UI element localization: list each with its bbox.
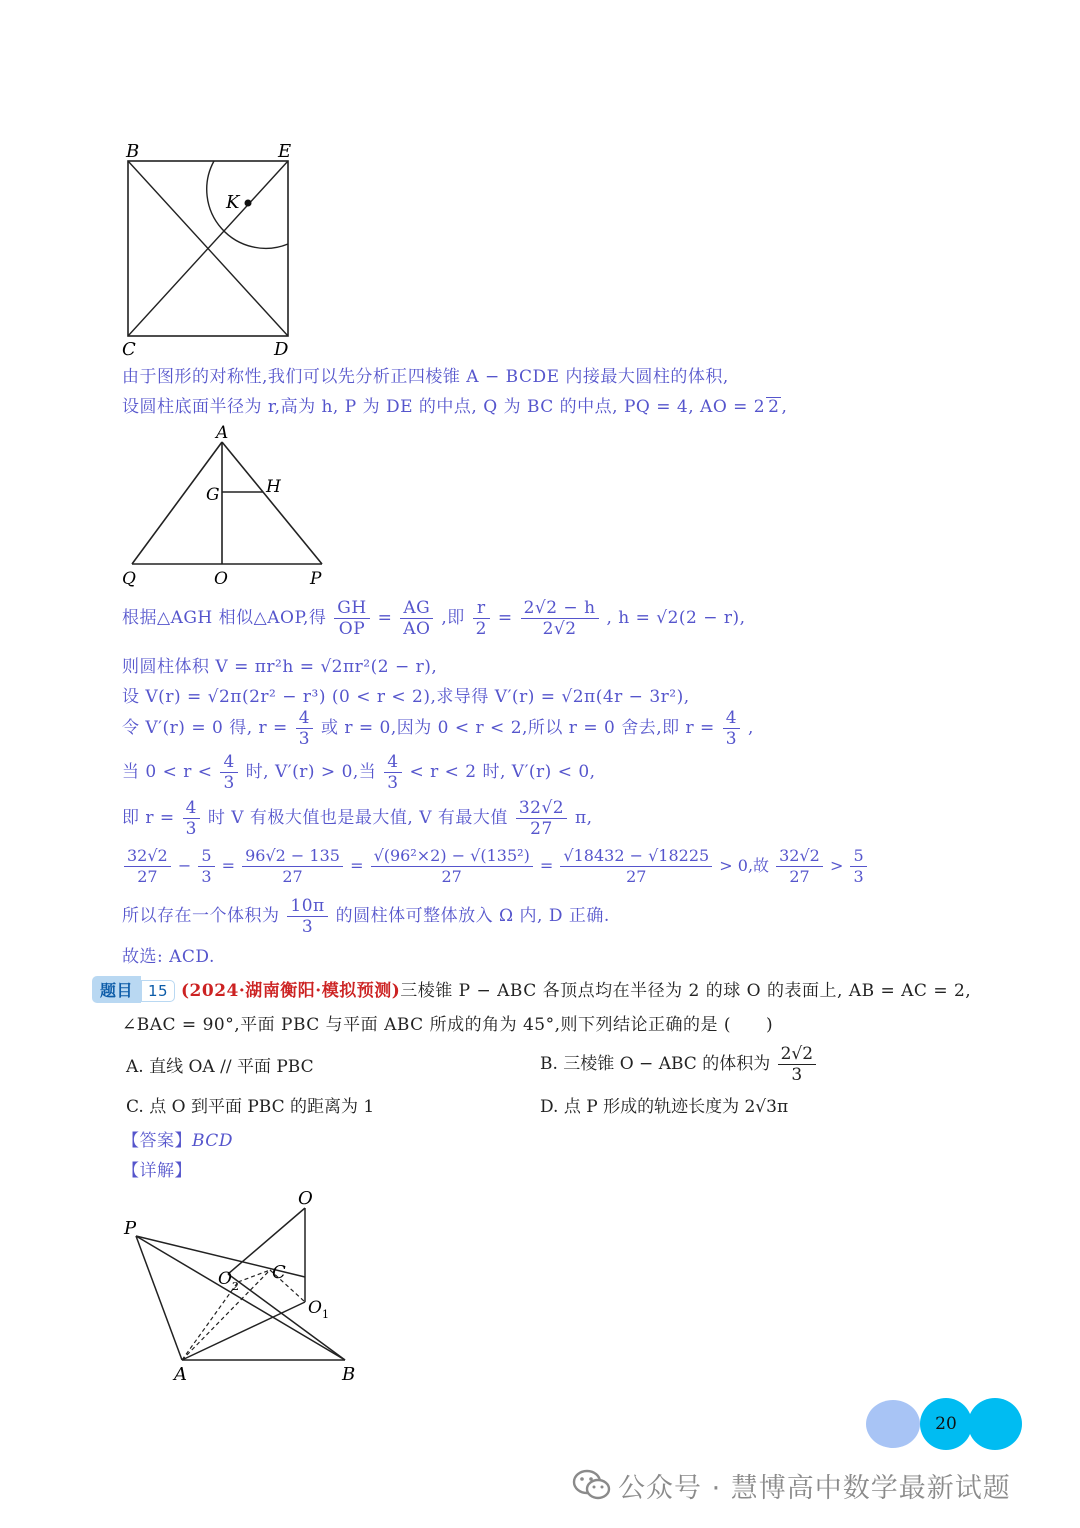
l9-minus: − [177, 856, 192, 875]
frac-l9-3 [242, 846, 343, 887]
frac-l9-4 [371, 846, 533, 887]
frac-num: 2√2 [778, 1044, 816, 1065]
question-source: (2024·湖南衡阳·模拟预测) [181, 981, 401, 1001]
label-B: B [126, 141, 140, 162]
label-O2: O [218, 1269, 232, 1289]
label-H: H [266, 477, 281, 497]
question-tag: 题目 [92, 976, 141, 1003]
frac-num: 32√2 [776, 846, 823, 867]
question-header [92, 976, 971, 1003]
solution-line-4: 则圆柱体积 V = πr²h = √2πr²(2 − r), [122, 657, 438, 677]
l7-text-a: 当 0 < r < [122, 762, 213, 782]
frac-num: 4 [220, 752, 237, 773]
l6-text-c: , [747, 718, 754, 738]
frac-num: 4 [384, 752, 401, 773]
l9-text-b: > 0,故 [719, 856, 770, 875]
l3-text-a: 根据△AGH 相似△AOP,得 [122, 608, 327, 628]
answer-label: 【答案】 [122, 1131, 192, 1151]
frac-l9-6 [776, 846, 823, 887]
frac-den: 27 [282, 867, 303, 886]
l9-gt: > [829, 856, 844, 875]
option-c[interactable]: C. 点 O 到平面 PBC 的距离为 1 [126, 1097, 375, 1117]
frac-l9-7 [850, 846, 866, 887]
l9-eq1: = [221, 856, 236, 875]
frac-num: 10π [287, 896, 327, 917]
l3-text-b: ,即 [441, 608, 465, 628]
frac-l9-2 [198, 846, 214, 887]
answer-line [122, 1126, 233, 1151]
frac-den: AO [403, 619, 431, 639]
frac-gh-op [334, 598, 369, 639]
l3-text-c: , h = √2(2 − r), [606, 608, 746, 628]
answer-value: BCD [192, 1131, 233, 1151]
frac-den: 3 [298, 729, 311, 749]
frac-2sqrt2-h [521, 598, 599, 639]
frac-num: 2√2 − h [521, 598, 599, 619]
frac-den: 27 [530, 819, 553, 839]
label-D: D [274, 339, 289, 360]
frac-ag-ao [400, 598, 433, 639]
label-C: C [122, 339, 136, 360]
frac-num: 32√2 [516, 798, 567, 819]
detail-label: 【详解】 [122, 1161, 192, 1181]
pyramid-figure [110, 1180, 380, 1390]
frac-num: 4 [723, 708, 740, 729]
frac-den: 3 [853, 867, 864, 886]
label-B3: B [342, 1364, 356, 1385]
l8-text-c: π, [575, 808, 593, 828]
frac-num: AG [400, 598, 433, 619]
label-A3: A [174, 1364, 187, 1385]
frac-num: √18432 − √18225 [560, 846, 712, 867]
option-b-text: B. 三棱锥 O − ABC 的体积为 [540, 1054, 771, 1074]
solution-line-3 [122, 598, 746, 639]
question-text-2: ∠BAC = 90°,平面 PBC 与平面 ABC 所成的角为 45°,则下列结论正确的是 ( ) [122, 1015, 774, 1035]
page-number-circle [920, 1398, 972, 1450]
l9-eq3: = [539, 856, 554, 875]
page-number: 20 [935, 1414, 957, 1434]
frac-den: 3 [185, 819, 197, 839]
label-A: A [216, 423, 229, 443]
watermark-text: 公众号 · 慧博高中数学最新试题 [618, 1473, 1011, 1504]
l7-text-b: 时, V′(r) > 0,当 [245, 762, 377, 782]
sqrt-2: 2 [768, 397, 780, 417]
label-O2-sub: 2 [232, 1280, 239, 1293]
l10-text-b: 的圆柱体可整体放入 Ω 内, D 正确. [335, 906, 610, 926]
label-O1-sub: 1 [322, 1308, 329, 1321]
label-O1: O [308, 1298, 322, 1318]
frac-den: OP [338, 619, 366, 639]
frac-den: 2√2 [542, 619, 577, 639]
option-b-frac [778, 1044, 816, 1085]
l7-text-c: < r < 2 时, V′(r) < 0, [409, 762, 596, 782]
frac-4-3-b [723, 708, 740, 749]
frac-num: √(96²×2) − √(135²) [371, 846, 533, 867]
frac-r-2 [473, 598, 490, 639]
solution-line-1: 由于图形的对称性,我们可以先分析正四棱锥 A − BCDE 内接最大圆柱的体积, [122, 367, 729, 387]
triangle-figure [110, 420, 340, 590]
solution-line-11: 故选: ACD. [122, 947, 215, 967]
label-Q: Q [122, 569, 136, 589]
question-number: 15 [141, 980, 175, 1002]
solution-line-5: 设 V(r) = √2π(2r² − r³) (0 < r < 2),求导得 V′(r) = √2π(4r − 3r²), [122, 687, 690, 707]
frac-4-3-e [183, 798, 200, 839]
solution-line-10 [122, 896, 610, 937]
frac-10pi-3 [287, 896, 327, 937]
page-circle-left [866, 1400, 920, 1448]
square-figure [110, 135, 310, 360]
l6-text-b: 或 r = 0,因为 0 < r < 2,所以 r = 0 舍去,即 r = [320, 718, 715, 738]
frac-num: 5 [198, 846, 214, 867]
label-P3: P [124, 1218, 137, 1239]
label-O: O [214, 569, 228, 589]
l10-text-a: 所以存在一个体积为 [122, 906, 280, 926]
l8-text-a: 即 r = [122, 808, 175, 828]
frac-den: 27 [137, 867, 158, 886]
l3-eq: = [377, 608, 393, 628]
frac-32sqrt2-27 [516, 798, 567, 839]
option-d[interactable]: D. 点 P 形成的轨迹长度为 2√3π [540, 1097, 789, 1117]
frac-num: 5 [850, 846, 866, 867]
frac-num: 96√2 − 135 [242, 846, 343, 867]
frac-num: 4 [296, 708, 313, 729]
frac-den: 3 [301, 917, 314, 937]
frac-den: 27 [626, 867, 647, 886]
l9-eq2: = [350, 856, 364, 875]
frac-den: 3 [387, 773, 399, 793]
frac-4-3-d [384, 752, 401, 793]
frac-num: 32√2 [124, 846, 171, 867]
frac-den: 3 [791, 1065, 803, 1085]
frac-4-3-c [220, 752, 237, 793]
label-K: K [226, 192, 240, 213]
label-C3: C [272, 1262, 286, 1283]
frac-4-3 [296, 708, 313, 749]
solution-line-6 [122, 708, 754, 749]
wechat-icon [572, 1468, 612, 1502]
frac-num: GH [334, 598, 369, 619]
l3-eq2: = [497, 608, 513, 628]
frac-den: 27 [789, 867, 810, 886]
label-P: P [310, 569, 322, 589]
page-circle-right [968, 1398, 1022, 1450]
frac-num: 4 [183, 798, 200, 819]
solution-line-2-text: 设圆柱底面半径为 r,高为 h, P 为 DE 的中点, Q 为 BC 的中点, PQ = 4, AO = 2 [122, 397, 766, 417]
solution-line-8 [122, 798, 593, 839]
option-a[interactable]: A. 直线 OA // 平面 PBC [126, 1057, 314, 1077]
question-text-1: 三棱锥 P − ABC 各顶点均在半径为 2 的球 O 的表面上, AB = AC = 2, [400, 981, 972, 1001]
frac-l9-1 [124, 846, 171, 887]
frac-l9-5 [560, 846, 712, 887]
option-b[interactable] [540, 1044, 818, 1085]
solution-line-2 [122, 392, 787, 417]
frac-den: 27 [441, 867, 462, 886]
frac-num: r [473, 598, 490, 619]
frac-den: 3 [223, 773, 235, 793]
label-G: G [206, 485, 220, 505]
label-E: E [278, 141, 292, 162]
l6-text-a: 令 V′(r) = 0 得, r = [122, 718, 288, 738]
frac-den: 3 [201, 867, 212, 886]
label-O-top: O [298, 1188, 313, 1209]
solution-line-9 [122, 846, 869, 887]
frac-den: 3 [725, 729, 738, 749]
l8-text-b: 时 V 有极大值也是最大值, V 有最大值 [207, 808, 508, 828]
solution-line-7 [122, 752, 596, 793]
frac-den: 2 [475, 619, 487, 639]
solution-line-2-end: , [781, 397, 788, 417]
